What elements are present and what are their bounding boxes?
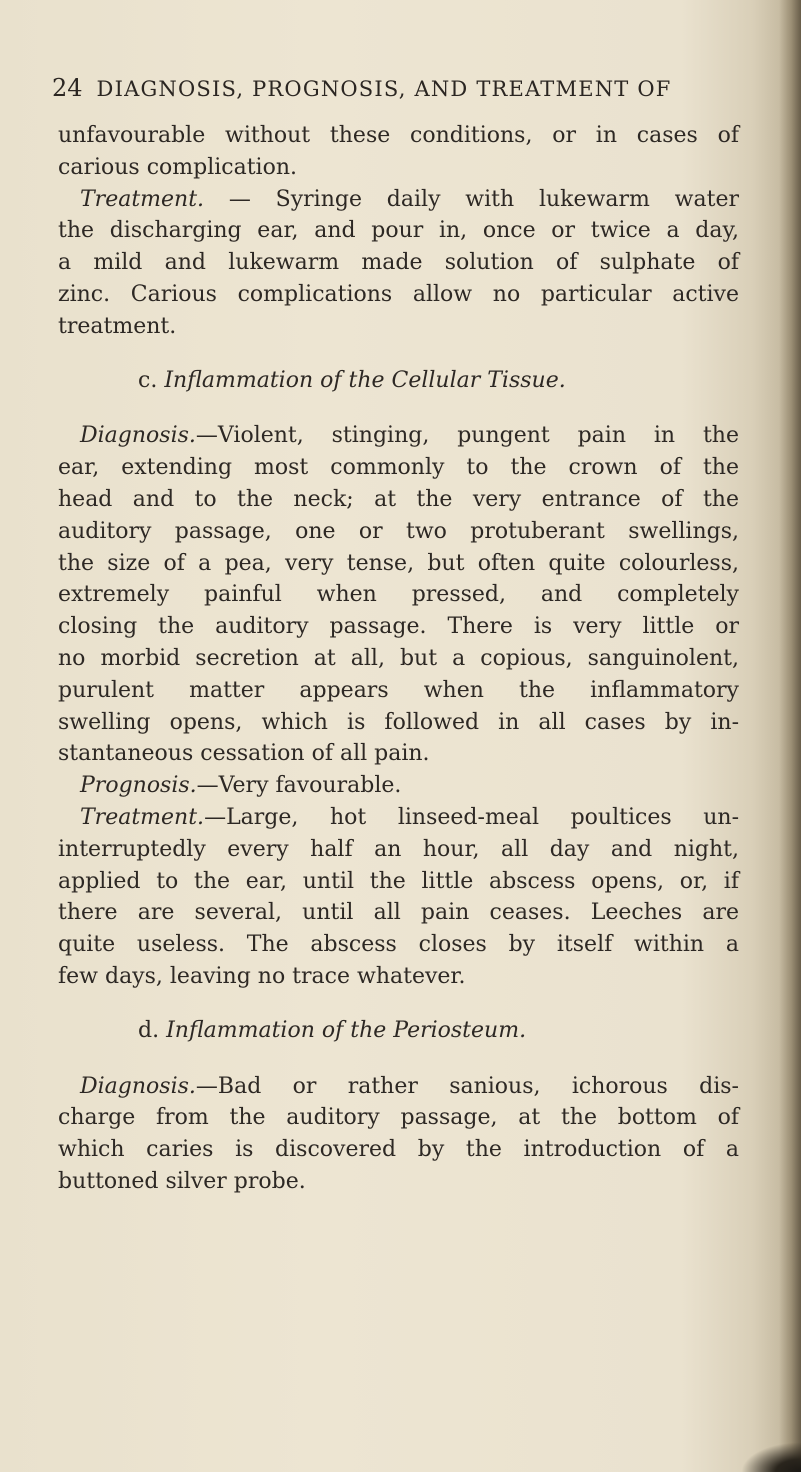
page-edge-shadow — [779, 0, 801, 1472]
text-line: Diagnosis.—Bad or rather sanious, ichorous dis- — [80, 1073, 739, 1099]
text-line: Treatment. — Syringe daily with lukewarm water — [80, 186, 739, 212]
text-line: few days, leaving no trace whatever. — [58, 963, 466, 989]
text-line: ear, extending most commonly to the crown of the — [58, 455, 739, 481]
running-title: DIAGNOSIS, PROGNOSIS, AND TREATMENT OF — [96, 77, 672, 101]
text-line: head and to the neck; at the very entrance of the — [58, 486, 739, 512]
body-text — [58, 120, 739, 1198]
text-line: extremely painful when pressed, and completely — [58, 582, 739, 608]
text-line: auditory passage, one or two protuberant swellings, — [58, 518, 739, 544]
section-letter: c. — [138, 367, 158, 393]
treatment-label: Treatment. — [80, 804, 205, 830]
text-line: zinc. Carious complications allow no particular active — [58, 281, 739, 307]
prognosis-label: Prognosis. — [80, 773, 197, 799]
text-line: purulent matter appears when the inflammatory — [58, 677, 739, 703]
page-curl-shadow — [741, 1442, 801, 1472]
text-line: quite useless. The abscess closes by itself within a — [58, 932, 739, 958]
text-line: unfavourable without these conditions, or in cases of — [58, 123, 739, 148]
text-line: the size of a pea, very tense, but often quite colourless, — [58, 550, 739, 576]
text-line: a mild and lukewarm made solution of sulphate of — [58, 250, 739, 276]
text-line: no morbid secretion at all, but a copious, sanguinolent, — [58, 645, 739, 671]
text-line: buttoned silver probe. — [58, 1168, 306, 1194]
text-line: treatment. — [58, 313, 177, 339]
section-title: Inflammation of the Periosteum. — [166, 1017, 527, 1043]
section-letter: d. — [138, 1017, 160, 1043]
section-title: Inflammation of the Cellular Tissue. — [164, 367, 566, 393]
text-line: Diagnosis.—Violent, stinging, pungent pain in the — [80, 423, 739, 449]
text-line: Prognosis.—Very favourable. — [80, 773, 402, 799]
treatment-label: Treatment. — [80, 186, 205, 212]
text-line: interruptedly every half an hour, all day and night, — [58, 836, 739, 862]
section-heading-d — [58, 1015, 739, 1047]
text-line: Treatment.—Large, hot linseed-meal poultices un- — [80, 804, 739, 830]
diagnosis-label: Diagnosis. — [80, 423, 196, 449]
text-line: carious complication. — [58, 154, 297, 180]
text-line: stantaneous cessation of all pain. — [58, 741, 430, 767]
running-header — [52, 74, 752, 102]
text-line: closing the auditory passage. There is very little or — [58, 614, 739, 640]
text-line: the discharging ear, and pour in, once or twice a day, — [58, 218, 739, 244]
text-line: applied to the ear, until the little abscess opens, or, if — [58, 868, 739, 894]
text-line: which caries is discovered by the introduction of a — [58, 1137, 739, 1163]
section-heading-c — [58, 365, 739, 397]
diagnosis-label: Diagnosis. — [80, 1073, 196, 1099]
page-number: 24 — [52, 74, 83, 102]
text-line: there are several, until all pain ceases. Leeches are — [58, 900, 739, 926]
text-line: charge from the auditory passage, at the bottom of — [58, 1105, 739, 1131]
text-line: swelling opens, which is followed in all cases by in- — [58, 709, 739, 735]
